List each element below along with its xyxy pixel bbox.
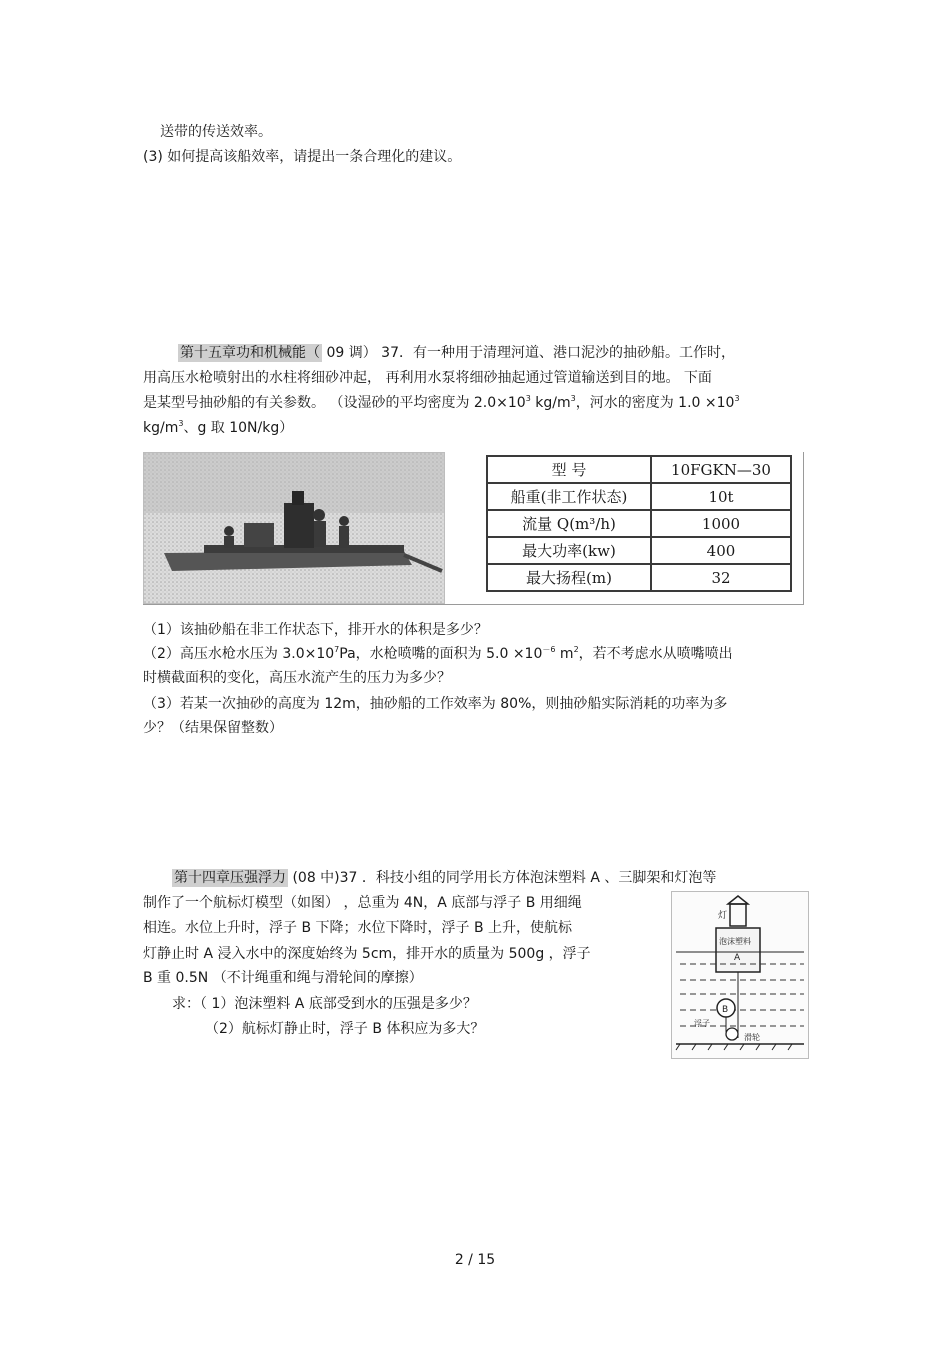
float-b-label: B — [722, 1005, 729, 1015]
block-a-label: A — [734, 953, 741, 963]
spec-table — [486, 455, 792, 592]
sub-question-3: （3）若某一次抽砂的高度为 12m，抽砂船的工作效率为 80%，则抽砂船实际消耗的功率为多 — [143, 696, 728, 712]
text-line: B 重 0.5N （不计绳重和绳与滑轮间的摩擦） — [143, 970, 423, 986]
text-line: 制作了一个航标灯模型（如图） ，总重为 4N，A 底部与浮子 B 用细绳 — [143, 895, 582, 911]
table-row: 最大功率(kw) 400 — [487, 537, 791, 564]
question-heading: 第十四章压强浮力 (08 中)37 ．科技小组的同学用长方体泡沫塑料 A 、三脚架和灯泡等 — [174, 870, 717, 886]
text-line: 用高压水枪喷射出的水柱将细砂冲起， 再利用水泵将细砂抽起通过管道输送到目的地。 下面 — [143, 370, 712, 386]
question-heading: 第十五章功和机械能（ 09 调） 37．有一种用于清理河道、港口泥沙的抽砂船。工作时， — [180, 345, 735, 361]
table-row: 最大扬程(m) 32 — [487, 564, 791, 591]
sub-question-1: （1）该抽砂船在非工作状态下，排开水的体积是多少？ — [143, 622, 488, 638]
text-line: 相连。水位上升时，浮子 B 下降；水位下降时，浮子 B 上升，使航标 — [143, 920, 573, 936]
navigation-lamp-diagram — [671, 891, 809, 1059]
text-line: 是某型号抽砂船的有关参数。 （设湿砂的平均密度为 $2.0\times 10^3$ $kg/m^3$，河水的密度为 $1.0 \times 10^3$ — [143, 394, 740, 411]
sub-question-1: 求：（ 1）泡沫塑料 A 底部受到水的压强是多少？ — [172, 996, 477, 1012]
pulley-label: 滑轮 — [744, 1033, 760, 1042]
table-row: 流量 Q(m³/h) 1000 — [487, 510, 791, 537]
lamp-label: 灯 — [718, 911, 728, 921]
ship-photo — [143, 452, 445, 604]
text-line: 送带的传送效率。 — [160, 124, 272, 140]
text-line: $kg/m^3$、g 取 10N/kg） — [143, 419, 294, 436]
sub-question-2: （2）高压水枪水压为 $3.0\times 10^7Pa$，水枪喷嘴的面积为 $5.0 \times 10^{-6}$ $m^2$，若不考虑水从喷嘴喷出 — [143, 645, 733, 662]
float-label: 浮子 — [694, 1019, 710, 1028]
text-line: (3) 如何提高该船效率，请提出一条合理化的建议。 — [143, 149, 462, 165]
text-line: 灯静止时 A 浸入水中的深度始终为 5cm，排开水的质量为 500g ，浮子 — [143, 946, 591, 962]
chapter-tag: 第十四章压强浮力 — [174, 870, 286, 886]
text-line: 少？（结果保留整数） — [143, 720, 283, 736]
chapter-tag: 第十五章功和机械能（ — [180, 345, 320, 361]
table-row: 船重(非工作状态) 10t — [487, 483, 791, 510]
sub-question-2: （2）航标灯静止时，浮子 B 体积应为多大？ — [205, 1021, 485, 1037]
page-number: 2 / 15 — [454, 1252, 496, 1268]
text-line: 时横截面积的变化，高压水流产生的压力为多少？ — [143, 670, 451, 686]
foam-label: 泡沫塑料 — [719, 937, 751, 946]
table-row: 型 号 10FGKN—30 — [487, 456, 791, 483]
